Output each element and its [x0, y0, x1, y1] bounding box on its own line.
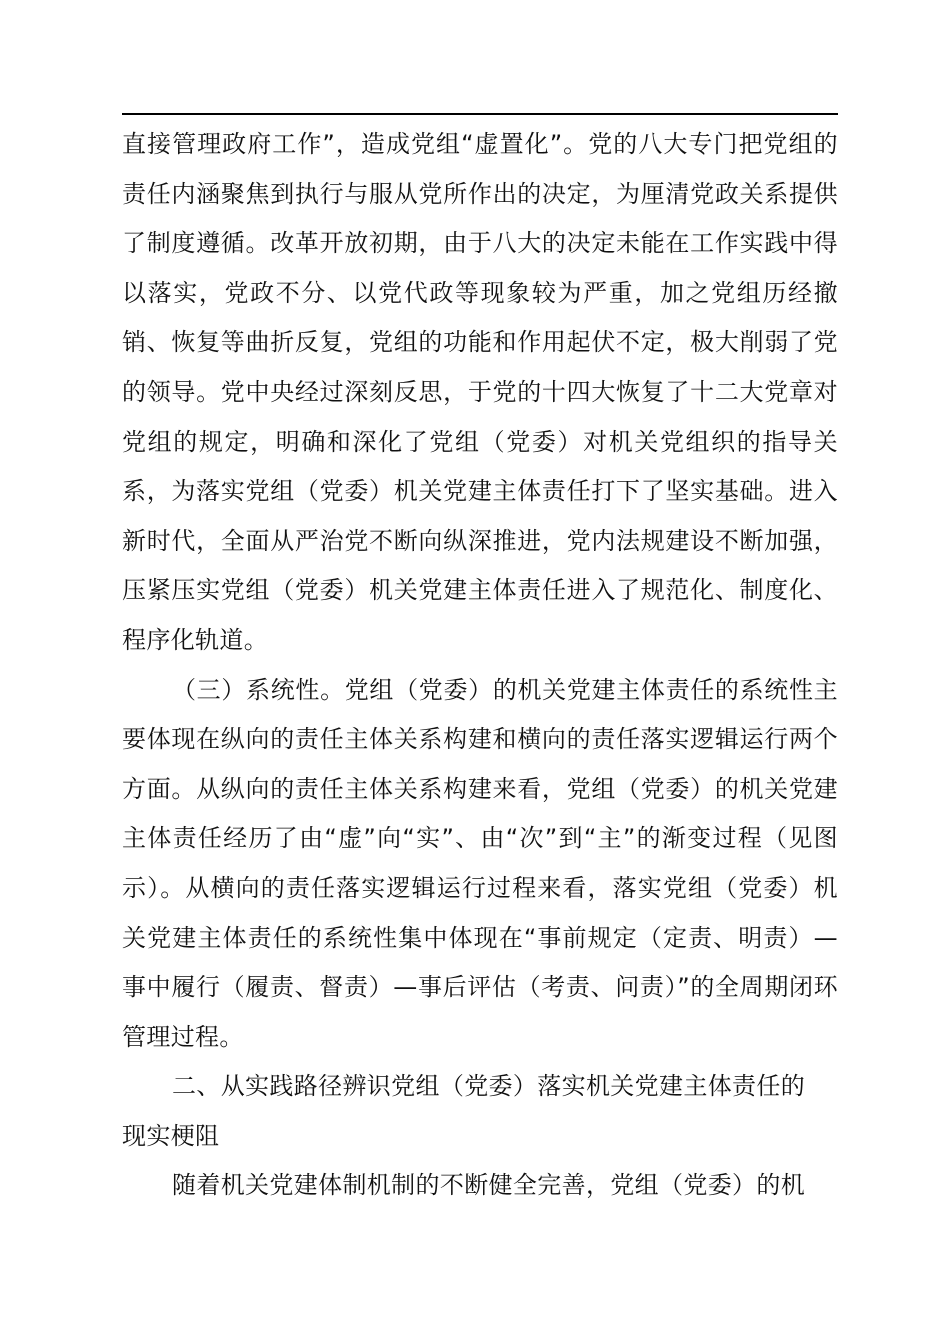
body-text [122, 120, 838, 1211]
header-rule [122, 113, 838, 115]
paragraph-systematic-nature: （三）系统性。党组（党委）的机关党建主体责任的系统性主要体现在纵向的责任主体关系构建和横向的责任落实逻辑运行两个方面。从纵向的责任主体关系构建来看，党组（党委）的机关党建主体责任经历了由“虚”向“实”、由“次”到“主”的渐变过程（见图示）。从横向的责任落实逻辑运行过程来看，落实党组（党委）机关党建主体责任的系统性集中体现在“事前规定（定责、明责）—事中履行（履责、督责）—事后评估（考责、问责）”的全周期闭环管理过程。 [122, 675, 838, 1051]
paragraph-party-history: 直接管理政府工作”，造成党组“虚置化”。党的八大专门把党组的责任内涵聚焦到执行与服从党所作出的决定，为厘清党政关系提供了制度遵循。改革开放初期，由于八大的决定未能在工作实践中得以落实，党政不分、以党代政等现象较为严重，加之党组历经撤销、恢复等曲折反复，党组的功能和作用起伏不定，极大削弱了党的领导。党中央经过深刻反思，于党的十四大恢复了十二大党章对党组的规定，明确和深化了党组（党委）对机关党组织的指导关系，为落实党组（党委）机关党建主体责任打下了坚实基础。进入新时代，全面从严治党不断向纵深推进，党内法规建设不断加强，压紧压实党组（党委）机关党建主体责任进入了规范化、制度化、程序化轨道。 [122, 130, 838, 654]
section-heading: 二、从实践路径辨识党组（党委）落实机关党建主体责任的现实梗阻 [122, 1072, 806, 1150]
paragraph-closing: 随着机关党建体制机制的不断健全完善，党组（党委）的机 [172, 1171, 806, 1200]
